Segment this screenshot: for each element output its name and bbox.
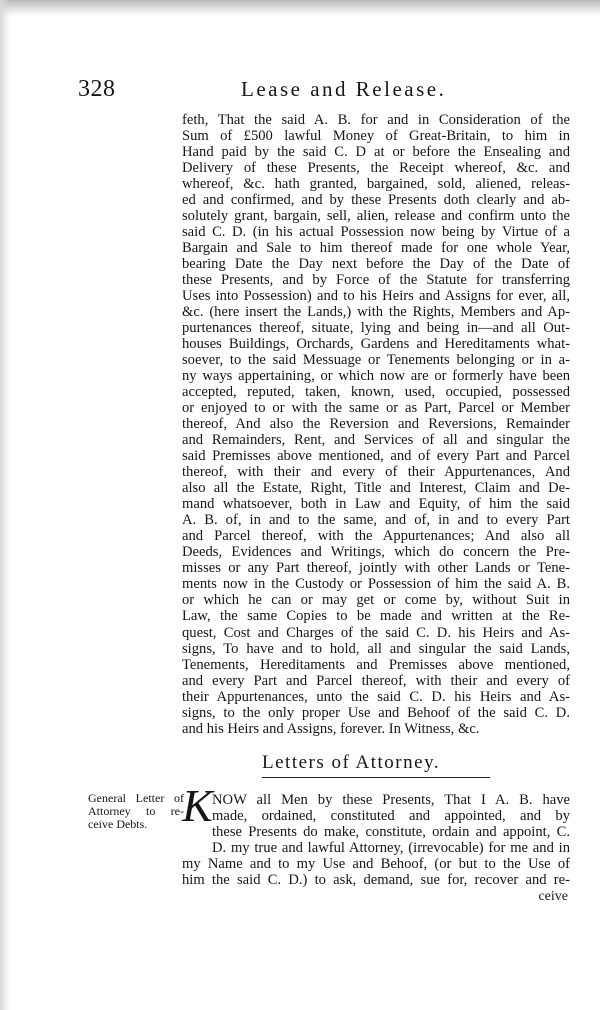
text-line: A. B. of, in and to the same, and of, in and to every Part: [182, 512, 570, 529]
text-line: feth, That the said A. B. for and in Consideration of the: [182, 112, 570, 128]
text-line: Delivery of these Presents, the Receipt whereof, &c. and: [182, 160, 570, 177]
text-line: and his Heirs and Assigns, forever. In Witness, &c.: [182, 720, 480, 737]
side-note: [88, 792, 184, 831]
text-line: said C. D. (in his actual Possession now being by Virtue of a: [182, 224, 570, 241]
text-line: thereof, And also the Reversion and Reversions, Remainder: [182, 416, 570, 433]
text-line: and Parcel thereof, with the Appurtenances; And also all: [182, 528, 570, 545]
text-line: or enjoyed to or with the same or as Part, Parcel or Member: [182, 400, 570, 417]
text-line: mand whatsoever, both in Law and Equity, of him the said: [182, 496, 570, 513]
text-line: Hand paid by the said C. D at or before the Ensealing and: [182, 144, 570, 161]
text-line: whereof, &c. hath granted, bargained, sold, aliened, releas-: [182, 176, 570, 193]
section-heading: Letters of Attorney.: [262, 752, 441, 773]
text-line: Deeds, Evidences and Writings, which do concern the Pre-: [182, 544, 570, 561]
text-line: thereof, with their and every of their Appurtenances, And: [182, 464, 570, 481]
text-line: or which he can or may get or come by, without Suit in: [182, 592, 570, 609]
drop-cap: K: [182, 780, 213, 831]
lease-body-text: [182, 112, 570, 737]
text-line: Law, the same Copies to be made and written at the Re-: [182, 608, 570, 625]
text-line: Sum of £500 lawful Money of Great-Britain, to him in: [182, 128, 570, 145]
text-line: houses Buildings, Orchards, Gardens and Hereditaments what-: [182, 336, 570, 353]
catchword: ceive: [538, 889, 568, 904]
text-line: ments now in the Custody or Possession of him the said A. B.: [182, 576, 570, 593]
heading-underline: [262, 777, 490, 778]
page-top-shadow: [0, 0, 600, 16]
attorney-indented-text: [212, 792, 570, 856]
text-line: NOW all Men by these Presents, That I A. B. have: [212, 792, 570, 808]
text-line: my Name and to my Use and Behoof, (or but to the Use of: [182, 856, 570, 872]
side-note-line: ceive Debts.: [88, 817, 148, 831]
text-line: and Remainders, Rent, and Services of all and singular the: [182, 432, 570, 449]
text-line: and every Part and Parcel thereof, with their and every of: [182, 672, 570, 689]
text-line: these Presents, and by Force of the Statute for transferring: [182, 272, 570, 289]
text-line: also all the Estate, Right, Title and Interest, Claim and De-: [182, 480, 570, 497]
side-note-line: General Letter of: [88, 791, 184, 805]
page-number: 328: [78, 76, 116, 102]
text-line: signs, To have and to hold, all and singular the said Lands,: [182, 640, 570, 657]
side-note-line: Attorney to re-: [88, 804, 184, 818]
text-line: bearing Date the Day next before the Day of the Date of: [182, 256, 570, 273]
text-line: solutely grant, bargain, sell, alien, release and confirm unto the: [182, 208, 570, 225]
text-line: Uses into Possession) and to his Heirs and Assigns for ever, all,: [182, 288, 570, 305]
text-line: purtenances thereof, situate, lying and being in—and all Out-: [182, 320, 570, 337]
text-line: ed and confirmed, and by these Presents doth clearly and ab-: [182, 192, 570, 209]
text-line: Tenements, Hereditaments and Premisses above mentioned,: [182, 656, 570, 673]
text-line: said Premisses above mentioned, and of every Part and Parcel: [182, 448, 570, 465]
page-left-shadow: [0, 0, 10, 1010]
attorney-body-text: [182, 856, 570, 888]
text-line: made, ordained, constituted and appointed, and by: [212, 808, 570, 825]
text-line: quest, Cost and Charges of the said C. D. his Heirs and As-: [182, 624, 570, 641]
text-line: these Presents do make, constitute, ordain and appoint, C.: [212, 824, 570, 841]
running-head: Lease and Release.: [241, 77, 447, 101]
text-line: misses or any Part thereof, jointly with other Lands or Tene-: [182, 560, 570, 577]
text-line: ny ways appertaining, or which now are or formerly have been: [182, 368, 570, 385]
text-line: signs, to the only proper Use and Behoof of the said C. D.: [182, 704, 570, 721]
text-line: their Appurtenances, unto the said C. D. his Heirs and As-: [182, 688, 570, 705]
text-line: him the said C. D.) to ask, demand, sue for, recover and re-: [182, 872, 570, 889]
text-line: Bargain and Sale to him thereof made for one whole Year,: [182, 240, 570, 257]
text-line: &c. (here insert the Lands,) with the Rights, Members and Ap-: [182, 304, 570, 321]
text-line: soever, to the said Messuage or Tenements belonging or in a-: [182, 352, 570, 369]
text-line: accepted, reputed, taken, known, used, occupied, possessed: [182, 384, 570, 401]
text-line: D. my true and lawful Attorney, (irrevocable) for me and in: [212, 840, 570, 857]
